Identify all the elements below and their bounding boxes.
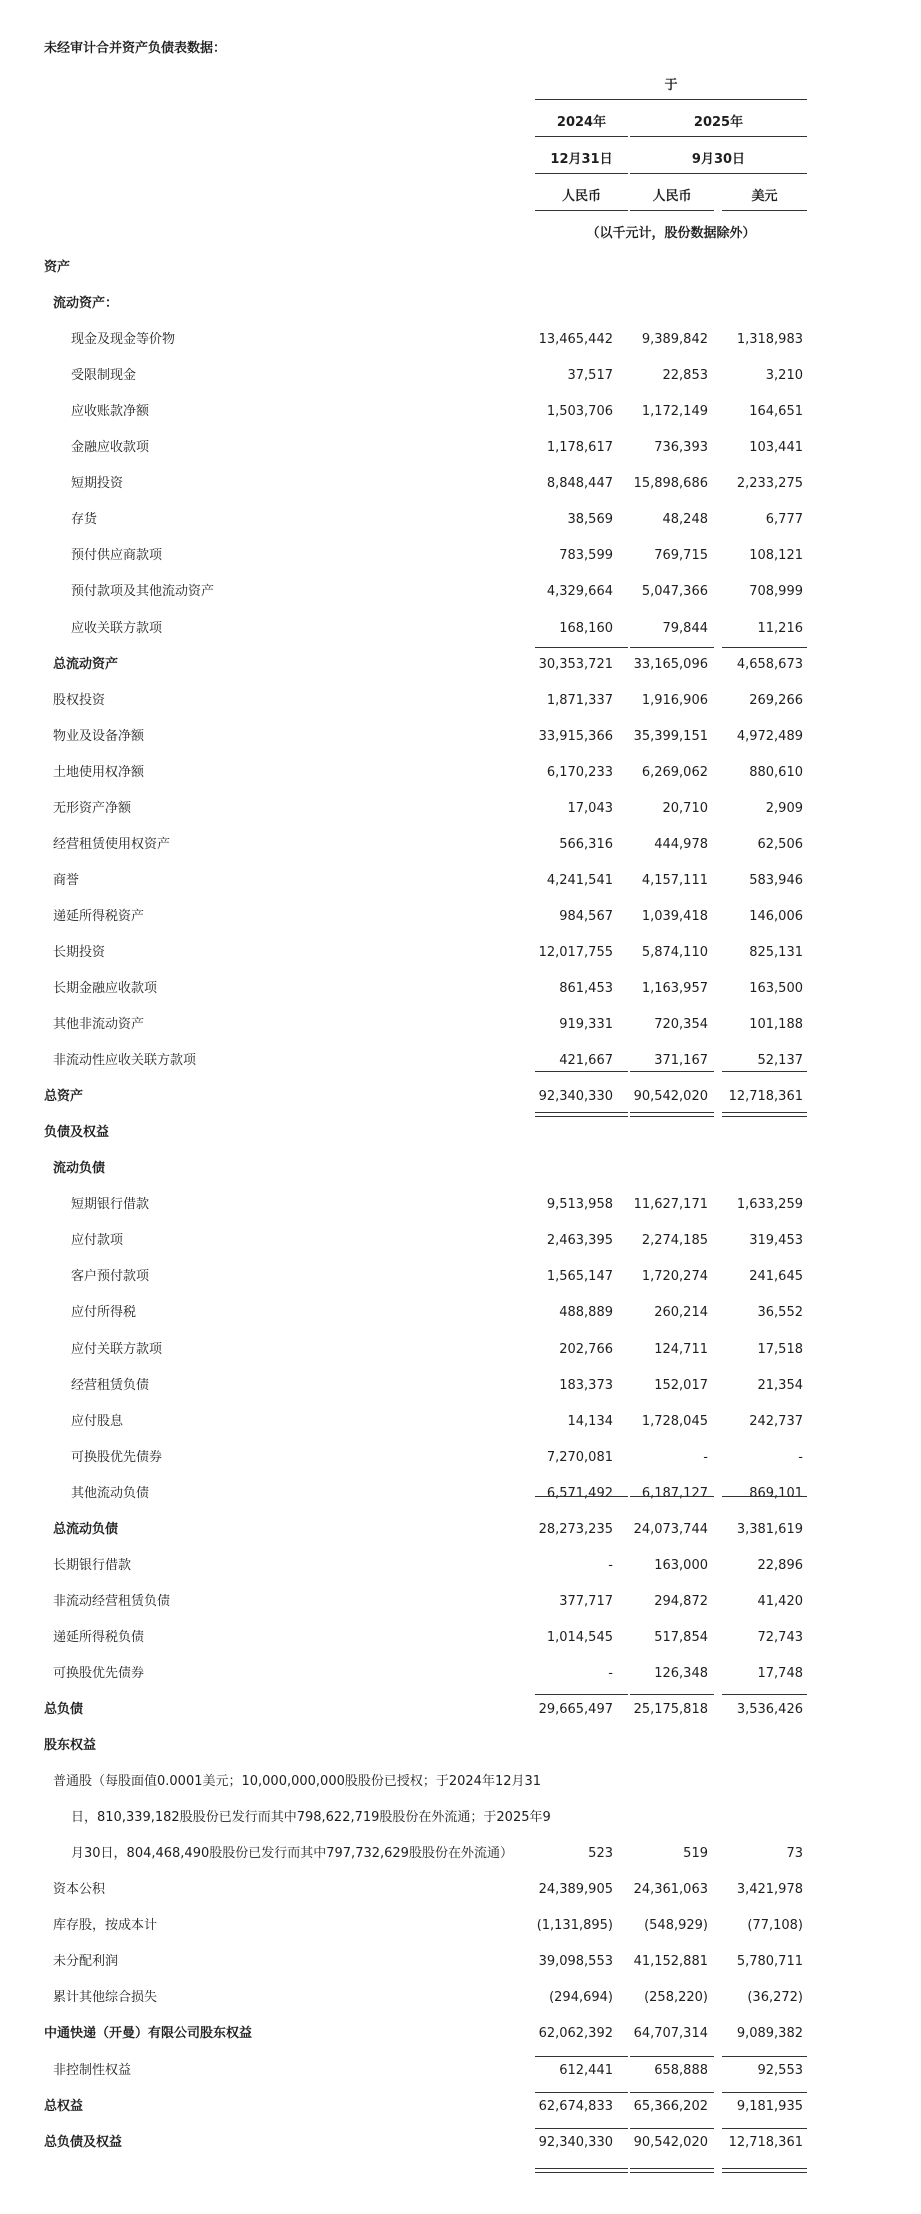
row-label: 其他流动负债	[71, 1486, 150, 1501]
header-as-of: 于	[664, 78, 678, 93]
table-row	[0, 690, 921, 712]
row-label: 长期金融应收款项	[53, 981, 158, 996]
row-label: 预付款项及其他流动资产	[71, 584, 215, 599]
table-row	[0, 618, 921, 640]
cell-c2: 64,707,314	[633, 2026, 708, 2041]
cell-c2: 41,152,881	[633, 1954, 708, 1969]
table-row	[0, 365, 921, 387]
cell-c3: 1,318,983	[736, 332, 803, 347]
cell-c2: 24,361,063	[633, 1882, 708, 1897]
cell-c2: 33,165,096	[633, 657, 708, 672]
cell-c1: 30,353,721	[538, 657, 613, 672]
cell-c2: (548,929)	[644, 1918, 708, 1933]
cell-c3: 9,181,935	[736, 2099, 803, 2114]
cell-c1: 523	[588, 1846, 613, 1861]
row-label: 应付股息	[71, 1414, 124, 1429]
cell-c1: 92,340,330	[538, 1089, 613, 1104]
cell-c1: 1,565,147	[546, 1269, 613, 1284]
cell-c1: 14,134	[567, 1414, 613, 1429]
subtotal-rule	[722, 1496, 807, 1497]
subtotal-rule	[722, 2128, 807, 2129]
table-row	[0, 798, 921, 820]
cell-c1: 24,389,905	[538, 1882, 613, 1897]
header-rule	[630, 210, 714, 211]
cell-c2: 260,214	[654, 1305, 708, 1320]
cell-c1: 28,273,235	[538, 1522, 613, 1537]
cell-c2: 1,172,149	[641, 404, 708, 419]
row-label: 可换股优先债券	[53, 1666, 145, 1681]
table-row	[0, 1483, 921, 1505]
table-row	[0, 834, 921, 856]
cell-c3: 9,089,382	[736, 2026, 803, 2041]
table-row	[0, 1375, 921, 1397]
row-label: 流动资产：	[53, 296, 119, 311]
double-rule	[722, 1112, 807, 1113]
subtotal-rule	[722, 647, 807, 648]
row-label: 存货	[71, 512, 98, 527]
cell-c2: 720,354	[654, 1017, 708, 1032]
table-row	[0, 1771, 921, 1793]
row-label: 库存股，按成本计	[53, 1918, 158, 1933]
cell-c1: 39,098,553	[538, 1954, 613, 1969]
table-row	[0, 293, 921, 315]
double-rule	[535, 2172, 628, 2173]
table-row	[0, 906, 921, 928]
table-row	[0, 1302, 921, 1324]
cell-c2: 48,248	[662, 512, 708, 527]
cell-c3: 17,518	[757, 1342, 803, 1357]
header-currency-rmb-2024: 人民币	[561, 189, 601, 204]
table-row	[0, 1230, 921, 1252]
cell-c3: 11,216	[757, 621, 803, 636]
cell-c3: 3,536,426	[736, 1702, 803, 1717]
subtotal-rule	[630, 2056, 714, 2057]
subtotal-rule	[630, 647, 714, 648]
cell-c1: 377,717	[559, 1594, 613, 1609]
cell-c1: 984,567	[559, 909, 613, 924]
cell-c1: 1,871,337	[546, 693, 613, 708]
cell-c3: 108,121	[749, 548, 803, 563]
table-row	[0, 1555, 921, 1577]
cell-c3: 12,718,361	[728, 2135, 803, 2150]
table-row	[0, 581, 921, 603]
cell-c1: 13,465,442	[538, 332, 613, 347]
row-label: 日，810,339,182股股份已发行而其中798,622,719股股份在外流通；于2025年9	[71, 1810, 551, 1825]
table-row	[0, 1158, 921, 1180]
row-label: 负债及权益	[44, 1125, 110, 1140]
cell-c1: 1,178,617	[546, 440, 613, 455]
cell-c2: 20,710	[662, 801, 708, 816]
cell-c3: 17,748	[757, 1666, 803, 1681]
cell-c2: 35,399,151	[633, 729, 708, 744]
cell-c2: 444,978	[654, 837, 708, 852]
cell-c2: 1,163,957	[641, 981, 708, 996]
cell-c1: 17,043	[567, 801, 613, 816]
cell-c2: 5,047,366	[641, 584, 708, 599]
row-label: 商誉	[53, 873, 80, 888]
cell-c3: 269,266	[749, 693, 803, 708]
row-label: 长期投资	[53, 945, 106, 960]
cell-c3: 62,506	[757, 837, 803, 852]
cell-c3: 708,999	[749, 584, 803, 599]
double-rule	[630, 1112, 714, 1113]
cell-c1: 4,241,541	[546, 873, 613, 888]
cell-c3: 2,909	[765, 801, 803, 816]
row-label: 经营租赁负债	[71, 1378, 150, 1393]
cell-c1: 919,331	[559, 1017, 613, 1032]
cell-c2: 517,854	[654, 1630, 708, 1645]
cell-c3: 319,453	[749, 1233, 803, 1248]
row-label: 未分配利润	[53, 1954, 119, 1969]
header-rule	[535, 99, 807, 100]
row-label: 金融应收款项	[71, 440, 150, 455]
cell-c1: 183,373	[559, 1378, 613, 1393]
cell-c1: 783,599	[559, 548, 613, 563]
cell-c2: 79,844	[662, 621, 708, 636]
row-label: 总负债	[44, 1702, 84, 1717]
subtotal-rule	[722, 1694, 807, 1695]
cell-c3: 21,354	[757, 1378, 803, 1393]
table-row	[0, 329, 921, 351]
cell-c3: 4,658,673	[736, 657, 803, 672]
header-unit-note: （以千元计，股份数据除外）	[586, 226, 756, 241]
cell-c2: 11,627,171	[633, 1197, 708, 1212]
cell-c1: 37,517	[567, 368, 613, 383]
cell-c3: 146,006	[749, 909, 803, 924]
row-label: 应付款项	[71, 1233, 124, 1248]
row-label: 经营租赁使用权资产	[53, 837, 171, 852]
cell-c1: 12,017,755	[538, 945, 613, 960]
cell-c3: 163,500	[749, 981, 803, 996]
cell-c1: -	[608, 1558, 613, 1573]
cell-c2: 9,389,842	[641, 332, 708, 347]
row-label: 短期投资	[71, 476, 124, 491]
table-row	[0, 1699, 921, 1721]
subtotal-rule	[535, 1694, 628, 1695]
cell-c3: 12,718,361	[728, 1089, 803, 1104]
subtotal-rule	[630, 1071, 714, 1072]
header-year-2024: 2024年	[556, 115, 607, 130]
row-label: 非控制性权益	[53, 2063, 132, 2078]
cell-c2: 769,715	[654, 548, 708, 563]
row-label: 非流动经营租赁负债	[53, 1594, 171, 1609]
table-row	[0, 1807, 921, 1829]
table-row	[0, 762, 921, 784]
cell-c2: 1,916,906	[641, 693, 708, 708]
header-rule	[630, 136, 807, 137]
double-rule	[630, 2172, 714, 2173]
cell-c1: 421,667	[559, 1053, 613, 1068]
cell-c1: 4,329,664	[546, 584, 613, 599]
table-row	[0, 1915, 921, 1937]
table-row	[0, 942, 921, 964]
cell-c3: 4,972,489	[736, 729, 803, 744]
cell-c3: 73	[786, 1846, 803, 1861]
table-row	[0, 1266, 921, 1288]
subtotal-rule	[535, 2128, 628, 2129]
cell-c2: 152,017	[654, 1378, 708, 1393]
table-row	[0, 1663, 921, 1685]
table-row	[0, 2023, 921, 2045]
subtotal-rule	[630, 1694, 714, 1695]
double-rule	[535, 1116, 628, 1117]
row-label: 物业及设备净额	[53, 729, 145, 744]
table-row	[0, 1050, 921, 1072]
cell-c1: (294,694)	[549, 1990, 613, 2005]
cell-c3: 3,210	[765, 368, 803, 383]
row-label: 普通股（每股面值0.0001美元；10,000,000,000股股份已授权；于2024年12月31	[53, 1774, 542, 1789]
cell-c1: 861,453	[559, 981, 613, 996]
cell-c1: 62,062,392	[538, 2026, 613, 2041]
double-rule	[535, 2168, 628, 2169]
cell-c3: 2,233,275	[736, 476, 803, 491]
cell-c3: 3,421,978	[736, 1882, 803, 1897]
cell-c3: -	[798, 1450, 803, 1465]
subtotal-rule	[535, 647, 628, 648]
cell-c1: 6,170,233	[546, 765, 613, 780]
row-label: 月30日，804,468,490股股份已发行而其中797,732,629股股份在外流通）	[71, 1846, 513, 1861]
cell-c3: 101,188	[749, 1017, 803, 1032]
cell-c3: 869,101	[749, 1486, 803, 1501]
cell-c3: 1,633,259	[736, 1197, 803, 1212]
cell-c3: 3,381,619	[736, 1522, 803, 1537]
row-label: 股权投资	[53, 693, 106, 708]
header-year-2025: 2025年	[693, 115, 744, 130]
row-label: 资本公积	[53, 1882, 106, 1897]
cell-c2: 24,073,744	[633, 1522, 708, 1537]
cell-c3: (77,108)	[747, 1918, 803, 1933]
row-label: 可换股优先债券	[71, 1450, 163, 1465]
row-label: 短期银行借款	[71, 1197, 150, 1212]
table-row	[0, 1987, 921, 2009]
cell-c3: 41,420	[757, 1594, 803, 1609]
table-row	[0, 726, 921, 748]
table-row	[0, 1447, 921, 1469]
cell-c2: 1,039,418	[641, 909, 708, 924]
row-label: 股东权益	[44, 1738, 97, 1753]
cell-c1: -	[608, 1666, 613, 1681]
cell-c1: 168,160	[559, 621, 613, 636]
cell-c1: 7,270,081	[546, 1450, 613, 1465]
table-row	[0, 1411, 921, 1433]
subtotal-rule	[722, 2056, 807, 2057]
cell-c1: 6,571,492	[546, 1486, 613, 1501]
cell-c2: 15,898,686	[633, 476, 708, 491]
cell-c1: 9,513,958	[546, 1197, 613, 1212]
subtotal-rule	[630, 2092, 714, 2093]
subtotal-rule	[535, 1071, 628, 1072]
cell-c3: 5,780,711	[736, 1954, 803, 1969]
row-label: 应付关联方款项	[71, 1342, 163, 1357]
subtotal-rule	[722, 2092, 807, 2093]
header-currency-usd: 美元	[751, 189, 778, 204]
cell-c1: 2,463,395	[546, 1233, 613, 1248]
table-row	[0, 978, 921, 1000]
row-label: 土地使用权净额	[53, 765, 145, 780]
table-row	[0, 545, 921, 567]
table-row	[0, 2132, 921, 2154]
cell-c3: 6,777	[765, 512, 803, 527]
row-label: 应付所得税	[71, 1305, 137, 1320]
cell-c3: 22,896	[757, 1558, 803, 1573]
cell-c2: 126,348	[654, 1666, 708, 1681]
cell-c1: 8,848,447	[546, 476, 613, 491]
table-row	[0, 401, 921, 423]
table-row	[0, 1519, 921, 1541]
table-row	[0, 1194, 921, 1216]
cell-c3: 825,131	[749, 945, 803, 960]
subtotal-rule	[722, 1071, 807, 1072]
cell-c2: 5,874,110	[641, 945, 708, 960]
cell-c2: 519	[683, 1846, 708, 1861]
row-label: 无形资产净额	[53, 801, 132, 816]
cell-c1: 612,441	[559, 2063, 613, 2078]
header-rule	[535, 210, 628, 211]
header-rule	[535, 173, 628, 174]
cell-c1: 1,014,545	[546, 1630, 613, 1645]
table-row	[0, 257, 921, 279]
cell-c1: 33,915,366	[538, 729, 613, 744]
subtotal-rule	[535, 1496, 628, 1497]
header-currency-rmb-2025: 人民币	[652, 189, 692, 204]
row-label: 总流动资产	[53, 657, 119, 672]
row-label: 应收账款净额	[71, 404, 150, 419]
cell-c2: (258,220)	[644, 1990, 708, 2005]
table-row	[0, 2060, 921, 2082]
row-label: 中通快递（开曼）有限公司股东权益	[44, 2026, 253, 2041]
subtotal-rule	[630, 2128, 714, 2129]
row-label: 资产	[44, 260, 71, 275]
table-row	[0, 473, 921, 495]
cell-c2: 1,728,045	[641, 1414, 708, 1429]
cell-c3: 72,743	[757, 1630, 803, 1645]
cell-c3: 241,645	[749, 1269, 803, 1284]
header-rule	[630, 173, 807, 174]
cell-c2: 4,157,111	[641, 873, 708, 888]
table-row	[0, 1627, 921, 1649]
cell-c2: 371,167	[654, 1053, 708, 1068]
subtotal-rule	[535, 2092, 628, 2093]
cell-c2: 736,393	[654, 440, 708, 455]
row-label: 客户预付款项	[71, 1269, 150, 1284]
table-row	[0, 654, 921, 676]
double-rule	[535, 1112, 628, 1113]
table-row	[0, 1122, 921, 1144]
row-label: 长期银行借款	[53, 1558, 132, 1573]
table-row	[0, 2096, 921, 2118]
cell-c2: 163,000	[654, 1558, 708, 1573]
table-row	[0, 437, 921, 459]
table-row	[0, 1735, 921, 1757]
cell-c2: 2,274,185	[641, 1233, 708, 1248]
table-row	[0, 1339, 921, 1361]
table-row	[0, 1879, 921, 1901]
row-label: 总流动负债	[53, 1522, 119, 1537]
table-row	[0, 509, 921, 531]
row-label: 预付供应商款项	[71, 548, 163, 563]
row-label: 总资产	[44, 1089, 84, 1104]
row-label: 累计其他综合损失	[53, 1990, 158, 2005]
cell-c2: 6,269,062	[641, 765, 708, 780]
cell-c3: 583,946	[749, 873, 803, 888]
double-rule	[722, 2168, 807, 2169]
row-label: 递延所得税资产	[53, 909, 145, 924]
row-label: 现金及现金等价物	[71, 332, 176, 347]
cell-c1: 62,674,833	[538, 2099, 613, 2114]
cell-c1: 1,503,706	[546, 404, 613, 419]
cell-c2: 124,711	[654, 1342, 708, 1357]
subtotal-rule	[535, 2056, 628, 2057]
cell-c1: 29,665,497	[538, 1702, 613, 1717]
row-label: 受限制现金	[71, 368, 137, 383]
cell-c3: 52,137	[757, 1053, 803, 1068]
table-row	[0, 1086, 921, 1108]
cell-c1: 566,316	[559, 837, 613, 852]
double-rule	[630, 2168, 714, 2169]
header-date-2024: 12月31日	[550, 152, 613, 167]
double-rule	[722, 2172, 807, 2173]
cell-c2: -	[703, 1450, 708, 1465]
cell-c2: 6,187,127	[641, 1486, 708, 1501]
cell-c2: 25,175,818	[633, 1702, 708, 1717]
cell-c3: 880,610	[749, 765, 803, 780]
row-label: 总负债及权益	[44, 2135, 123, 2150]
cell-c1: 38,569	[567, 512, 613, 527]
table-row	[0, 1951, 921, 1973]
table-row	[0, 870, 921, 892]
cell-c3: (36,272)	[747, 1990, 803, 2005]
table-row	[0, 1591, 921, 1613]
cell-c1: 92,340,330	[538, 2135, 613, 2150]
header-rule	[722, 210, 807, 211]
row-label: 应收关联方款项	[71, 621, 163, 636]
cell-c1: (1,131,895)	[536, 1918, 613, 1933]
cell-c3: 92,553	[757, 2063, 803, 2078]
cell-c2: 1,720,274	[641, 1269, 708, 1284]
row-label: 递延所得税负债	[53, 1630, 145, 1645]
cell-c2: 90,542,020	[633, 2135, 708, 2150]
cell-c3: 36,552	[757, 1305, 803, 1320]
row-label: 非流动性应收关联方款项	[53, 1053, 197, 1068]
row-label: 其他非流动资产	[53, 1017, 145, 1032]
row-label: 流动负债	[53, 1161, 106, 1176]
subtotal-rule	[630, 1496, 714, 1497]
double-rule	[630, 1116, 714, 1117]
cell-c2: 658,888	[654, 2063, 708, 2078]
cell-c2: 294,872	[654, 1594, 708, 1609]
cell-c1: 488,889	[559, 1305, 613, 1320]
cell-c3: 242,737	[749, 1414, 803, 1429]
cell-c2: 90,542,020	[633, 1089, 708, 1104]
table-row	[0, 1843, 921, 1865]
cell-c1: 202,766	[559, 1342, 613, 1357]
row-label: 总权益	[44, 2099, 84, 2114]
cell-c3: 164,651	[749, 404, 803, 419]
cell-c2: 65,366,202	[633, 2099, 708, 2114]
table-row	[0, 1014, 921, 1036]
cell-c2: 22,853	[662, 368, 708, 383]
header-rule	[535, 136, 628, 137]
cell-c3: 103,441	[749, 440, 803, 455]
table-title: 未经审计合并资产负债表数据：	[44, 41, 227, 56]
header-date-2025: 9月30日	[691, 152, 746, 167]
double-rule	[722, 1116, 807, 1117]
